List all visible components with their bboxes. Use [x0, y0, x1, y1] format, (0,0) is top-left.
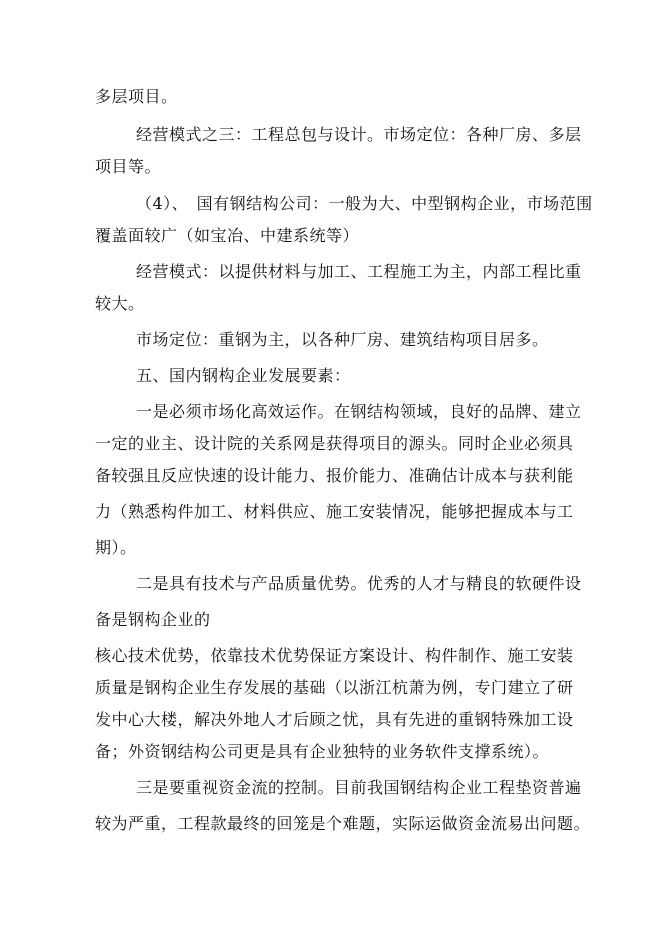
text-line: （4）、 国有钢结构公司：一般为大、中型钢构企业，市场范围 — [136, 194, 593, 213]
text-line: 备；外资钢结构公司更是具有企业独特的业务软件支撑系统）。 — [95, 742, 550, 761]
text-line: 核心技术优势，依靠技术优势保证方案设计、构件制作、施工安装 — [95, 646, 574, 665]
text-line: 一是必须市场化高效运作。在钢结构领域，良好的品牌、建立 — [136, 402, 582, 421]
text-line: 较大。 — [95, 294, 145, 313]
text-line: 覆盖面较广（如宝冶、中建系统等） — [95, 226, 360, 245]
text-line: 备是钢构企业的 — [95, 610, 211, 629]
text-line: 质量是钢构企业生存发展的基础（以浙江杭萧为例，专门建立了研 — [95, 678, 574, 697]
text-line: 力（熟悉构件加工、材料供应、施工安装情况，能够把握成本与工 — [95, 502, 574, 521]
text-line: 三是要重视资金流的控制。目前我国钢结构企业工程垫资普遍 — [136, 778, 582, 797]
text-line: 较为严重，工程款最终的回笼是个难题，实际运做资金流易出问题。 — [95, 814, 591, 833]
section-heading: 五、国内钢构企业发展要素： — [136, 366, 351, 385]
text-line: 市场定位：重钢为主，以各种厂房、建筑结构项目居多。 — [136, 330, 549, 349]
text-line: 期）。 — [95, 538, 137, 557]
text-line: 一定的业主、设计院的关系网是获得项目的源头。同时企业必须具 — [95, 434, 574, 453]
text-line: 多层项目。 — [95, 87, 178, 106]
text-line: 经营模式：以提供材料与加工、工程施工为主，内部工程比重 — [136, 262, 582, 281]
text-line: 经营模式之三：工程总包与设计。市场定位：各种厂房、多层 — [136, 125, 582, 144]
text-line: 发中心大楼，解决外地人才后顾之忧，具有先进的重钢特殊加工设 — [95, 710, 574, 729]
text-line: 备较强且反应快速的设计能力、报价能力、准确估计成本与获利能 — [95, 466, 574, 485]
text-line: 项目等。 — [95, 157, 162, 176]
text-line: 二是具有技术与产品质量优势。优秀的人才与精良的软硬件设 — [136, 574, 582, 593]
